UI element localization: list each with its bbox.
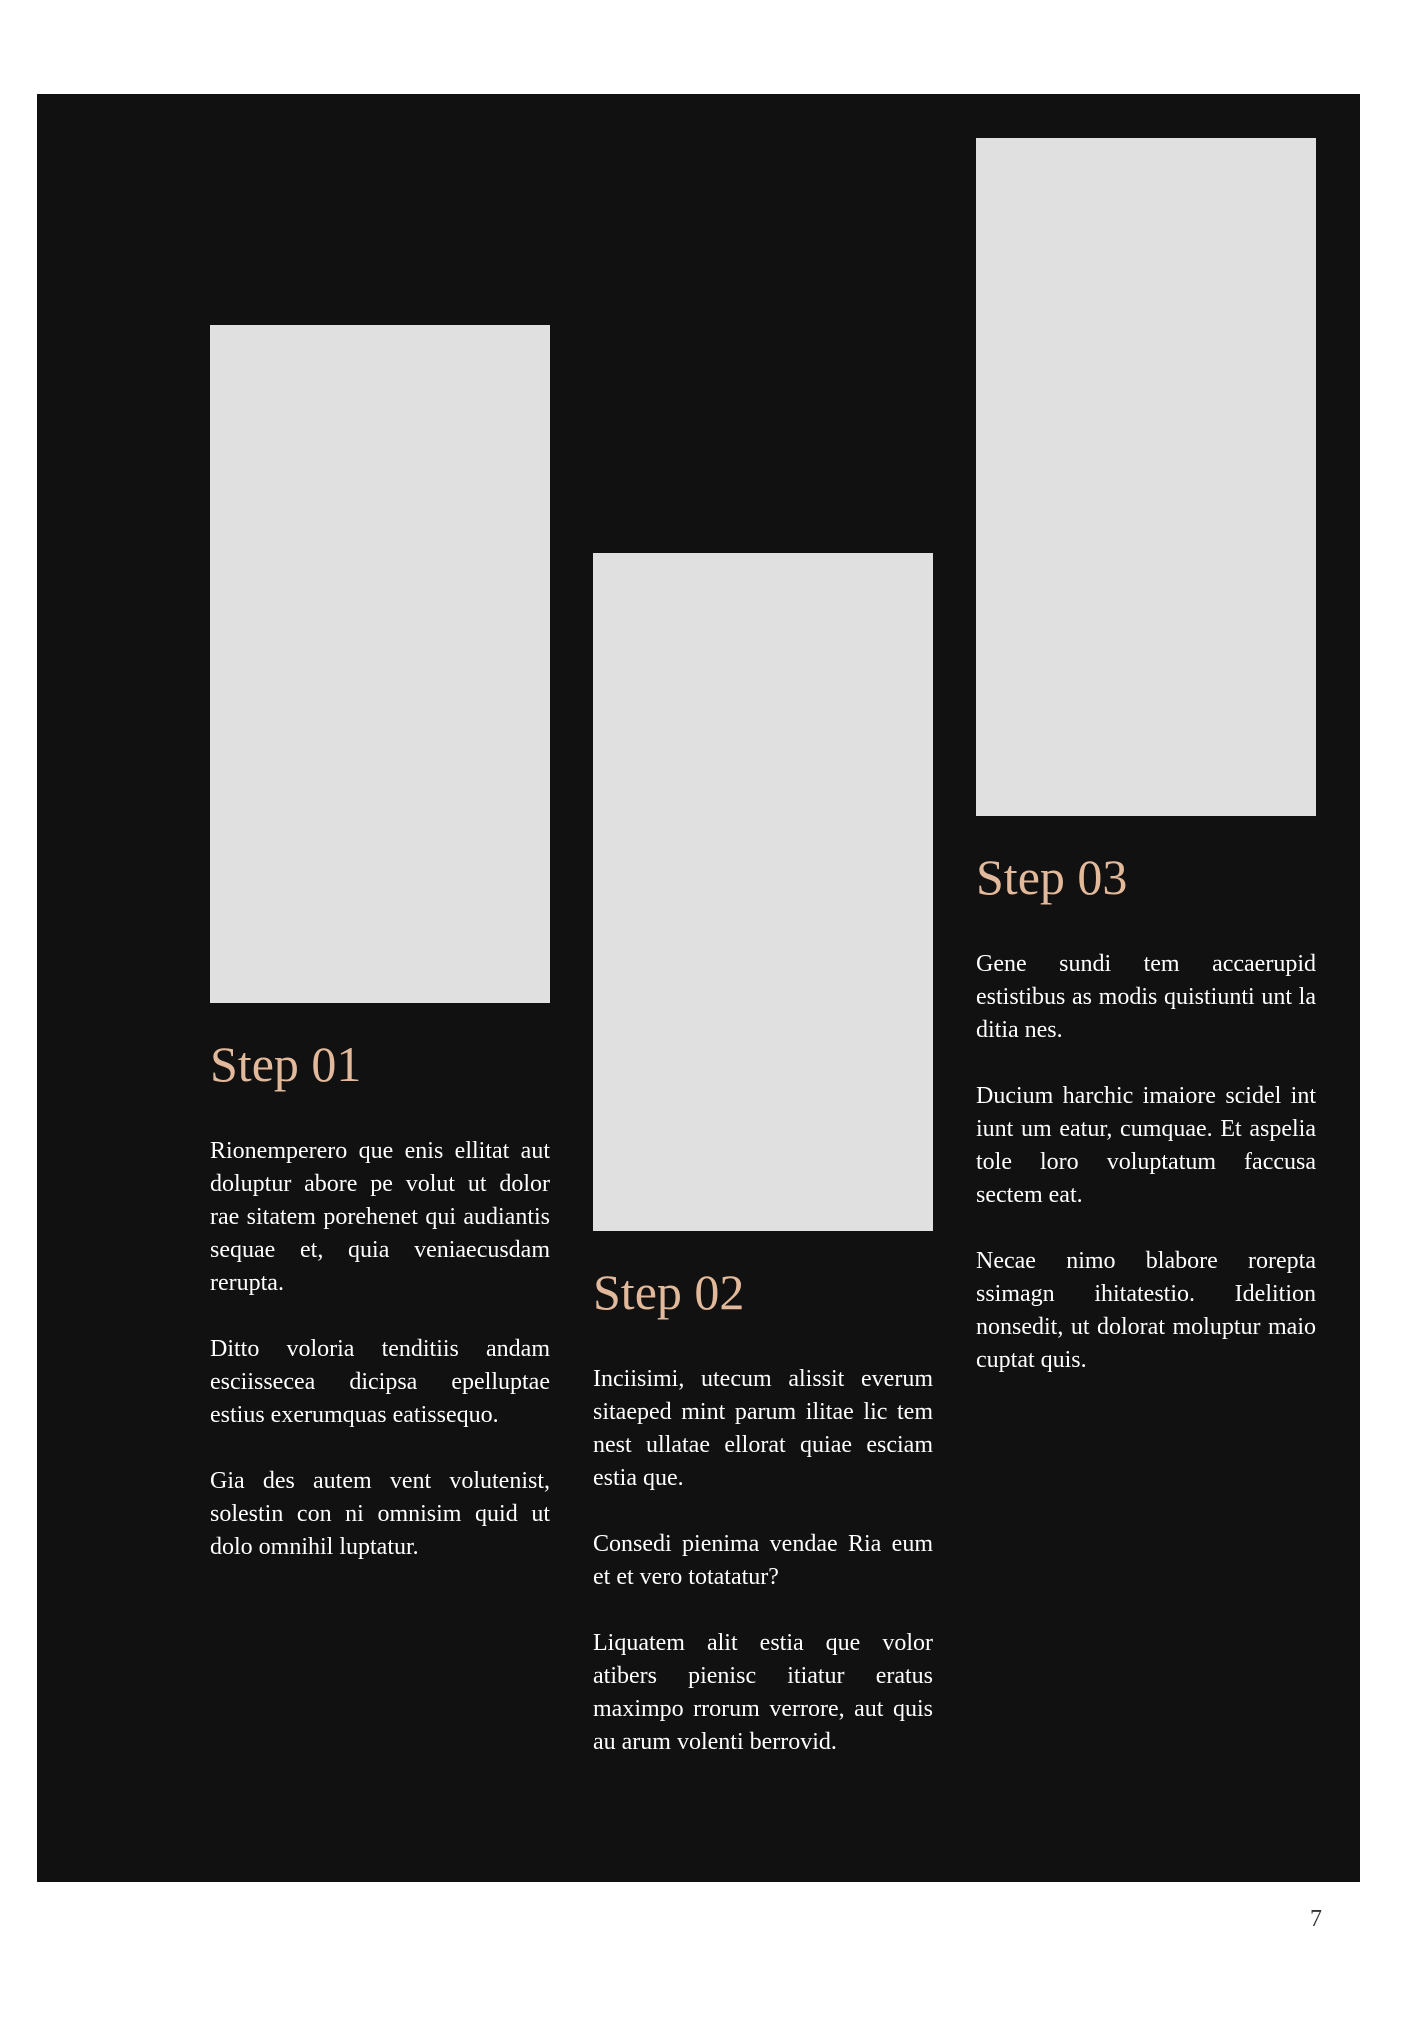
- step-title: Step 02: [593, 1264, 745, 1320]
- step-01-column: [210, 325, 550, 1597]
- step-body: [210, 1135, 550, 1564]
- step-title: Step 01: [210, 1036, 362, 1092]
- step-paragraph: Gene sundi tem accaerupid estistibus as modis quistiunti unt la ditia nes.: [976, 951, 1316, 1043]
- page-number: 7: [1310, 1906, 1322, 1932]
- image-placeholder: [210, 325, 550, 1003]
- step-paragraph: Liquatem alit estia que volor atibers pienisc itiatur eratus maximpo rrorum verrore, aut quis au arum volenti berrovid.: [593, 1630, 933, 1755]
- step-title: Step 03: [976, 849, 1128, 905]
- step-paragraph: Rionemperero que enis ellitat aut doluptur abore pe volut ut dolor rae sitatem porehenet qui audiantis sequae et, quia veniaecusdam rerupta.: [210, 1138, 550, 1296]
- step-body: [976, 948, 1316, 1377]
- step-body: [593, 1363, 933, 1759]
- step-paragraph: Ditto voloria tenditiis andam esciissecea dicipsa epelluptae estius exerumquas eatissequo.: [210, 1336, 550, 1428]
- image-placeholder: [976, 138, 1316, 816]
- dark-panel: [37, 94, 1360, 1882]
- image-placeholder: [593, 553, 933, 1231]
- step-02-column: [593, 553, 933, 1792]
- step-paragraph: Necae nimo blabore rorepta ssimagn ihitatestio. Idelition nonsedit, ut dolorat moluptur maio cuptat quis.: [976, 1248, 1316, 1373]
- step-paragraph: Inciisimi, utecum alissit everum sitaeped mint parum ilitae lic tem nest ullatae ellorat quiae esciam estia que.: [593, 1366, 933, 1491]
- step-03-column: [976, 138, 1316, 1410]
- step-paragraph: Gia des autem vent volutenist, solestin con ni omnisim quid ut dolo omnihil luptatur.: [210, 1468, 550, 1560]
- step-paragraph: Ducium harchic imaiore scidel int iunt um eatur, cumquae. Et aspelia tole loro voluptatum faccusa sectem eat.: [976, 1083, 1316, 1208]
- step-paragraph: Consedi pienima vendae Ria eum et et vero totatatur?: [593, 1531, 933, 1590]
